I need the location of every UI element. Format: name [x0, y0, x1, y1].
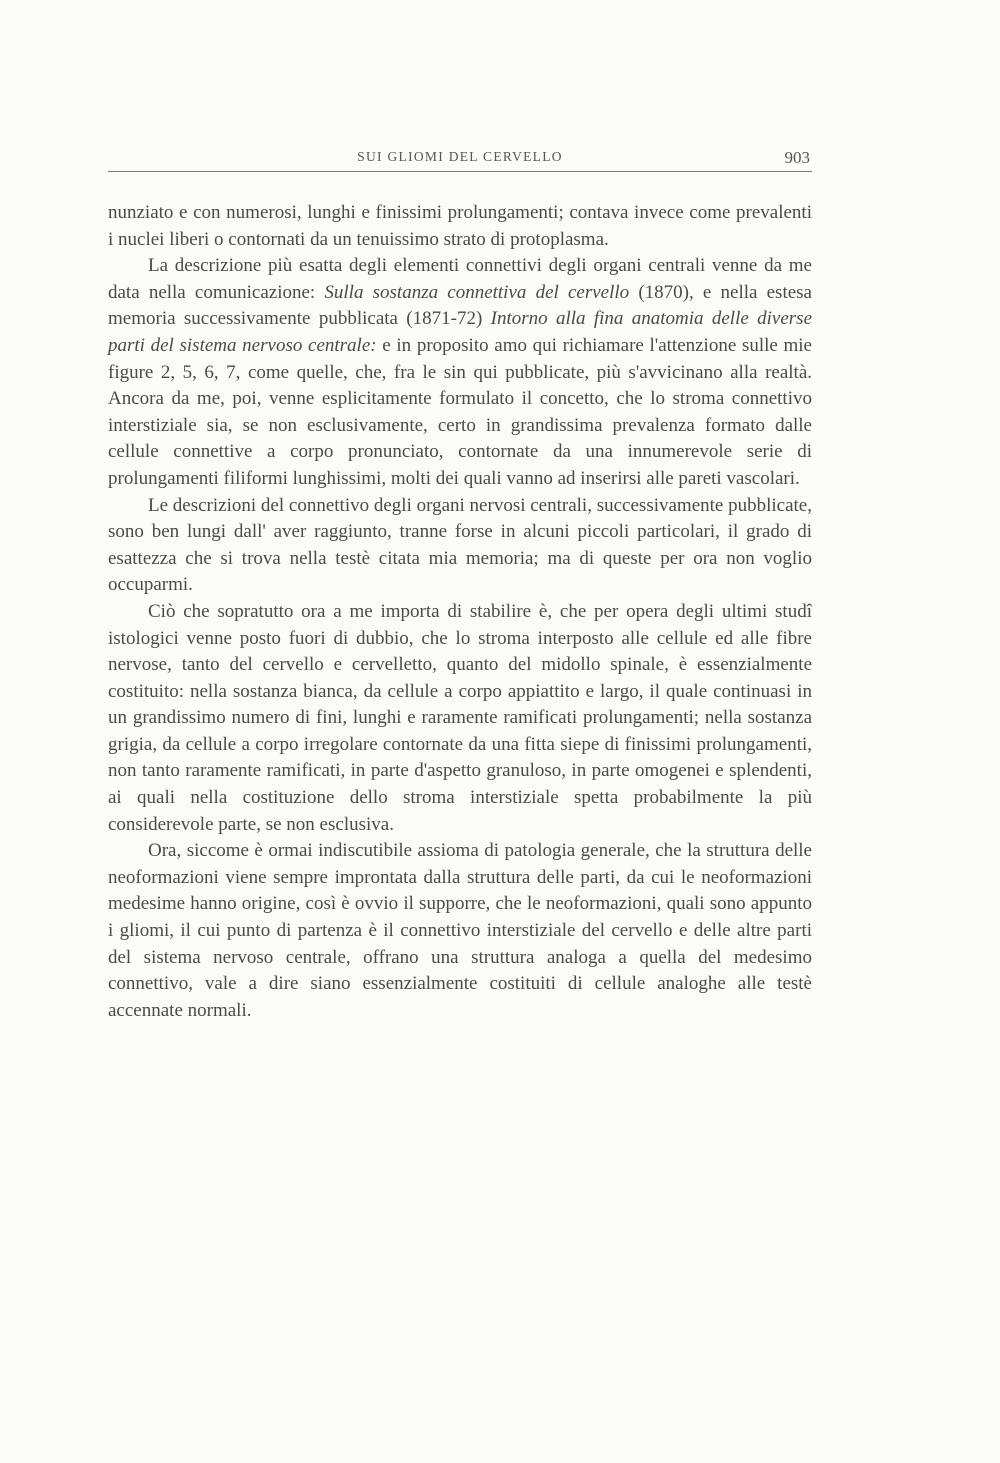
page-number: 903 — [784, 148, 810, 167]
running-title: SUI GLIOMI DEL CERVELLO — [357, 149, 563, 164]
paragraph-3: Le descrizioni del connettivo degli organi nervosi centrali, successivamente pubblicate, sono ben lungi dall' aver raggiunto, tranne forse in alcuni piccoli particolari, il grado di esattezza che si trova nella testè citata mia memoria; ma di queste per ora non voglio occuparmi. — [108, 494, 812, 596]
body-text — [108, 200, 812, 1024]
citation-title-intorno-alla-fina: Intorno alla fina anatomia delle diverse parti del sistema nervoso centrale: — [108, 308, 813, 356]
paragraph-2-text-c: e in proposito amo qui richiamare l'attenzione sulle mie figure 2, 5, 6, 7, come quelle, che, fra le sin qui pubblicate, più s'avvicinano alla realtà. Ancora da me, poi, venne esplicitamente formulato il concetto, che lo stroma connettivo interstiziale sia, se non esclusivamente, certo in grandissima prevalenza formato dalle cellule connettive a corpo pronunciato, contornate da una innumerevole serie di prolungamenti filiformi lunghissimi, molti dei quali vanno ad inserirsi alle pareti vascolari. — [108, 334, 812, 489]
paragraph-1: nunziato e con numerosi, lunghi e finissimi prolungamenti; contava invece come prevalenti i nuclei liberi o contornati da un tenuissimo strato di protoplasma. — [108, 202, 812, 250]
paragraph-2 — [108, 253, 812, 492]
running-header — [108, 147, 812, 172]
paragraph-5: Ora, siccome è ormai indiscutibile assioma di patologia generale, che la struttura delle neoformazioni viene sempre improntata dalla struttura delle parti, da cui le neoformazioni medesime hanno origine, così è ovvio il supporre, che le neoformazioni, quali sono appunto i gliomi, il cui punto di partenza è il connettivo interstiziale del cervello e delle altre parti del sistema nervoso centrale, offrano una struttura analoga a quella del medesimo connettivo, vale a dire siano essenzialmente costituiti di cellule analoghe alle testè accennate normali. — [108, 840, 812, 1021]
citation-title-sulla-sostanza: Sulla sostanza connettiva del cervello — [324, 281, 630, 303]
paragraph-4: Ciò che sopratutto ora a me importa di stabilire è, che per opera degli ultimi studî istologici venne posto fuori di dubbio, che lo stroma interposto alle cellule ed alle fibre nervose, tanto del cervello e cervelletto, quanto del midollo spinale, è essenzialmente costituito: nella sostanza bianca, da cellule a corpo appiattito e largo, il quale continuasi in un grandissimo numero di fini, lunghi e raramente ramificati prolungamenti; nella sostanza grigia, da cellule a corpo irregolare contornate da una fitta siepe di finissimi prolungamenti, non tanto raramente ramificati, in parte d'aspetto granuloso, in parte omogenei e splendenti, ai quali nella costituzione dello stroma interstiziale spetta probabilmente la più considerevole parte, se non esclusiva. — [108, 600, 812, 835]
paragraph-2-text-b: (1870), e nella estesa memoria successivamente pubblicata (1871-72) — [108, 281, 812, 330]
paragraph-2-text-a: La descrizione più esatta degli elementi connettivi degli organi centrali venne da me data nella comunicazione: — [108, 255, 812, 303]
book-page — [108, 0, 812, 1463]
